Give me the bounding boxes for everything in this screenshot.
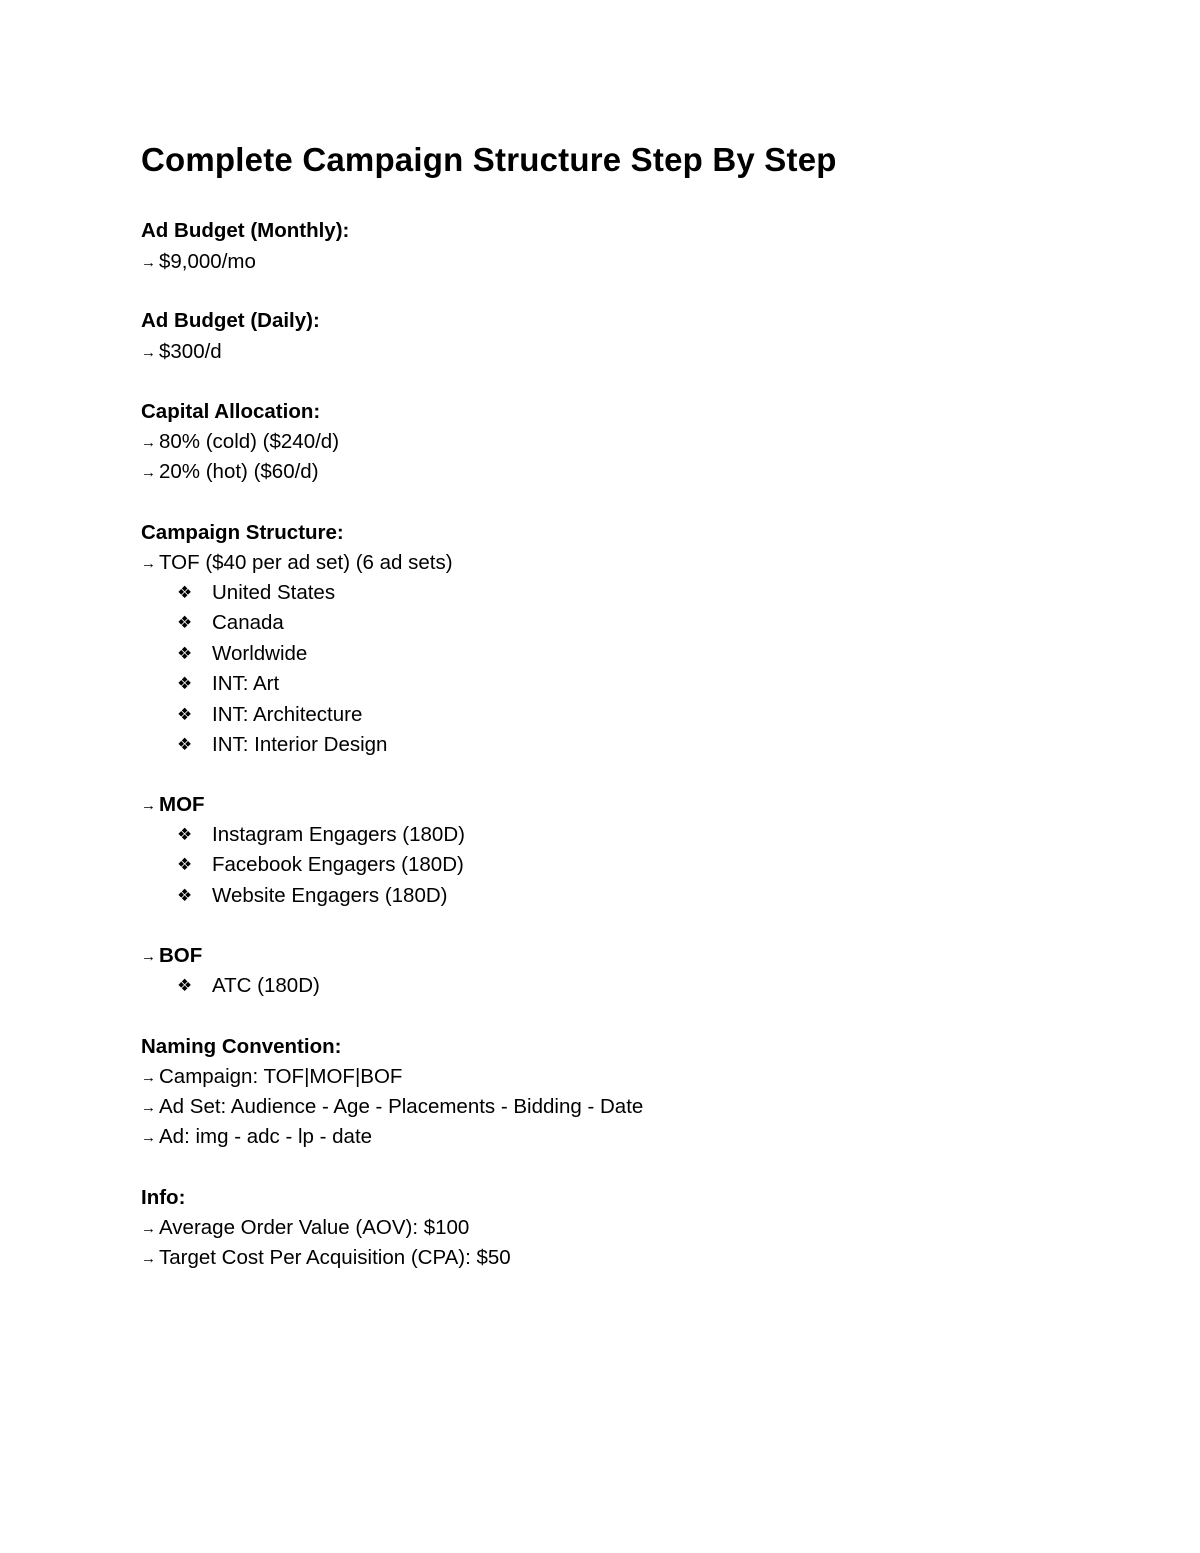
list-item [177,639,307,669]
naming-ad-set: Ad Set: Audience - Age - Placements - Bidding - Date [159,1095,644,1118]
diamond-bullet-icon: ❖ [177,644,193,663]
diamond-bullet-icon: ❖ [177,976,193,995]
info-heading: Info: [141,1186,186,1209]
list-item [177,700,362,730]
tof-ad-set: INT: Interior Design [212,733,388,756]
diamond-bullet-icon: ❖ [177,735,193,754]
capital-allocation-cold: 80% (cold) ($240/d) [159,430,340,453]
bof-label: BOF [159,944,203,967]
list-item [177,971,320,1001]
list-item [177,608,284,638]
naming-convention-heading: Naming Convention: [141,1035,342,1058]
naming-ad: Ad: img - adc - lp - date [159,1125,373,1148]
arrow-icon: → [141,1250,156,1267]
info-item [141,1243,511,1273]
diamond-bullet-icon: ❖ [177,825,193,844]
mof-ad-set: Facebook Engagers (180D) [212,853,464,876]
list-item [177,881,448,911]
budget-monthly-item [141,247,256,277]
naming-convention-item [141,1062,402,1092]
list-item [177,578,335,608]
arrow-icon: → [141,1129,156,1146]
tof-ad-set: INT: Art [212,672,280,695]
arrow-icon: → [141,797,156,814]
capital-allocation-item [141,427,339,457]
campaign-structure-heading: Campaign Structure: [141,521,344,544]
arrow-icon: → [141,464,156,481]
capital-allocation-item [141,457,319,487]
arrow-icon: → [141,344,156,361]
naming-convention-item [141,1122,372,1152]
tof-ad-set: INT: Architecture [212,703,363,726]
tof-ad-set: Canada [212,611,284,634]
bof-line [141,941,202,971]
tof-line [141,548,453,578]
info-cpa: Target Cost Per Acquisition (CPA): $50 [159,1246,511,1269]
list-item [177,850,464,880]
tof-ad-set: United States [212,581,336,604]
arrow-icon: → [141,1099,156,1116]
arrow-icon: → [141,254,156,271]
mof-ad-set: Website Engagers (180D) [212,884,448,907]
arrow-icon: → [141,948,156,965]
budget-daily-heading: Ad Budget (Daily): [141,309,320,332]
capital-allocation-heading: Capital Allocation: [141,400,321,423]
budget-daily-item [141,337,222,367]
diamond-bullet-icon: ❖ [177,583,193,602]
diamond-bullet-icon: ❖ [177,705,193,724]
diamond-bullet-icon: ❖ [177,674,193,693]
budget-monthly-heading: Ad Budget (Monthly): [141,219,350,242]
page-title: Complete Campaign Structure Step By Step [141,141,837,178]
naming-campaign: Campaign: TOF|MOF|BOF [159,1065,403,1088]
arrow-icon: → [141,434,156,451]
list-item [177,669,279,699]
info-item [141,1213,469,1243]
list-item [177,820,465,850]
mof-ad-set: Instagram Engagers (180D) [212,823,465,846]
bof-ad-set: ATC (180D) [212,974,320,997]
diamond-bullet-icon: ❖ [177,855,193,874]
naming-convention-item [141,1092,643,1122]
mof-line [141,790,205,820]
arrow-icon: → [141,1220,156,1237]
budget-daily-value: $300/d [159,340,222,363]
diamond-bullet-icon: ❖ [177,613,193,632]
list-item [177,730,387,760]
arrow-icon: → [141,555,156,572]
capital-allocation-hot: 20% (hot) ($60/d) [159,460,319,483]
budget-monthly-value: $9,000/mo [159,250,256,273]
diamond-bullet-icon: ❖ [177,886,193,905]
tof-label: TOF ($40 per ad set) (6 ad sets) [159,551,453,574]
tof-ad-set: Worldwide [212,642,308,665]
info-aov: Average Order Value (AOV): $100 [159,1216,470,1239]
mof-label: MOF [159,793,205,816]
arrow-icon: → [141,1069,156,1086]
